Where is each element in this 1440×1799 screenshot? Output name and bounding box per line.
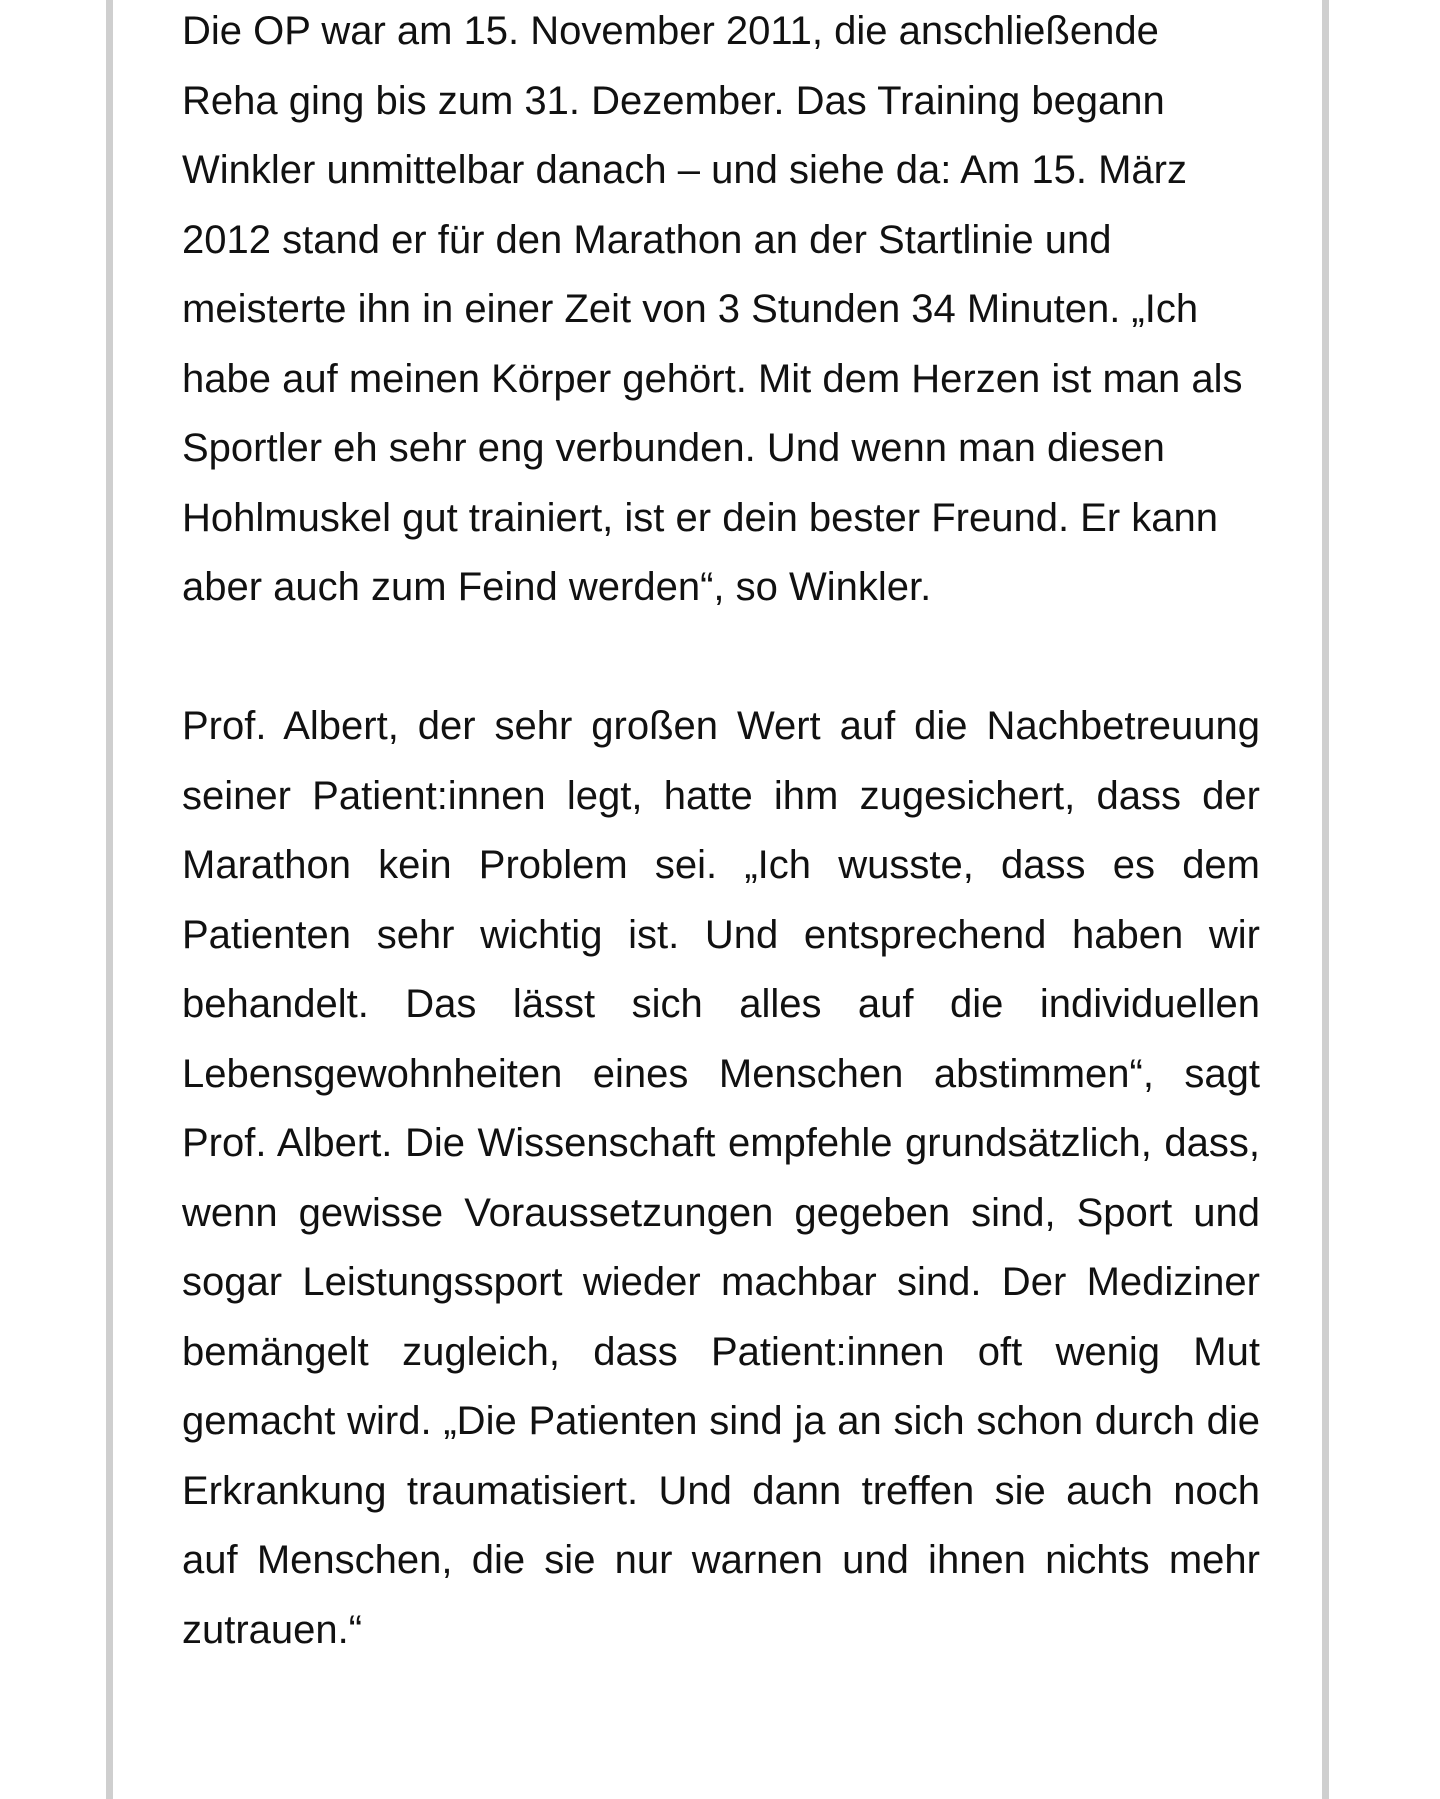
article-body <box>182 0 1260 1665</box>
article-paragraph-1: Die OP war am 15. November 2011, die anschließende Reha ging bis zum 31. Dezember. Das Training begann Winkler unmittelbar danach – und siehe da: Am 15. März 2012 stand er für den Marathon an der Startlinie und meisterte ihn in einer Zeit von 3 Stunden 34 Minuten. „Ich habe auf meinen Körper gehört. Mit dem Herzen ist man als Sportler eh sehr eng verbunden. Und wenn man diesen Hohlmuskel gut trainiert, ist er dein bester Freund. Er kann aber auch zum Feind werden“, so Winkler. <box>182 9 1243 609</box>
article-paragraph-2: Prof. Albert, der sehr großen Wert auf die Nachbetreuung seiner Patient:innen legt, hatte ihm zugesichert, dass der Marathon kein Problem sei. „Ich wusste, dass es dem Patienten sehr wichtig ist. Und entsprechend haben wir behandelt. Das lässt sich alles auf die individuellen Lebensgewohnheiten eines Menschen abstimmen“, sagt Prof. Albert. Die Wissenschaft empfehle grundsätzlich, dass, wenn gewisse Voraussetzungen gegeben sind, Sport und sogar Leistungssport wieder machbar sind. Der Mediziner bemängelt zugleich, dass Patient:innen oft wenig Mut gemacht wird. „Die Patienten sind ja an sich schon durch die Erkrankung traumatisiert. Und dann treffen sie auch noch auf Menschen, die sie nur warnen und ihnen nichts mehr zutrauen.“ <box>182 704 1260 1652</box>
